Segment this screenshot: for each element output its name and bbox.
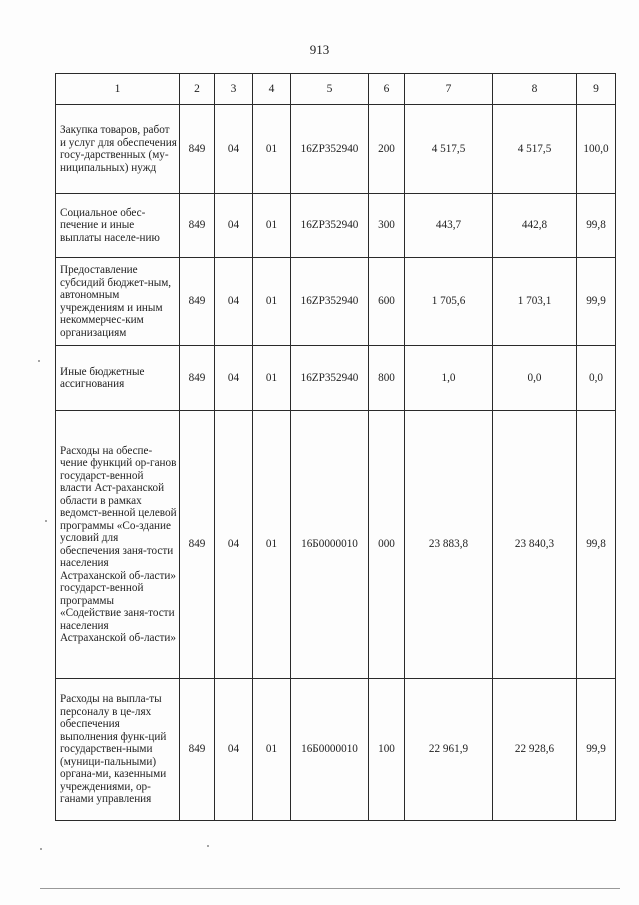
cell-target: 16ZP352940: [291, 346, 369, 411]
cell-target: 16Б0000010: [291, 411, 369, 679]
cell-type: 100: [369, 679, 405, 821]
cell-name: Социальное обес-печение и иные выплаты населе-нию: [56, 194, 180, 258]
cell-subsection: 01: [253, 346, 291, 411]
header-col-5: 5: [291, 74, 369, 105]
cell-name: Закупка товаров, работ и услуг для обеспечения госу-дарственных (му-ниципальных) нужд: [56, 105, 180, 194]
cell-section: 04: [215, 679, 253, 821]
cell-plan: 23 883,8: [405, 411, 493, 679]
table-row: [56, 679, 616, 821]
table-row: [56, 105, 616, 194]
cell-plan: 4 517,5: [405, 105, 493, 194]
cell-section: 04: [215, 258, 253, 346]
cell-section: 04: [215, 194, 253, 258]
header-col-6: 6: [369, 74, 405, 105]
cell-code: 849: [180, 194, 215, 258]
cell-name: Расходы на выпла-ты персоналу в це-лях обеспечения выполнения функ-ций государствен-ными (муници-пальными) органа-ми, казенными учреждениями, ор-ганами управления: [56, 679, 180, 821]
header-col-7: 7: [405, 74, 493, 105]
cell-percent: 99,9: [577, 679, 616, 821]
header-col-4: 4: [253, 74, 291, 105]
cell-name: Иные бюджетные ассигнования: [56, 346, 180, 411]
scan-speck: [45, 520, 47, 522]
cell-type: 300: [369, 194, 405, 258]
cell-subsection: 01: [253, 411, 291, 679]
cell-actual: 23 840,3: [493, 411, 577, 679]
table-row: [56, 346, 616, 411]
header-col-1: 1: [56, 74, 180, 105]
table-row: [56, 194, 616, 258]
cell-section: 04: [215, 105, 253, 194]
cell-type: 600: [369, 258, 405, 346]
cell-subsection: 01: [253, 679, 291, 821]
cell-actual: 1 703,1: [493, 258, 577, 346]
cell-code: 849: [180, 258, 215, 346]
cell-target: 16ZP352940: [291, 105, 369, 194]
cell-type: 800: [369, 346, 405, 411]
cell-actual: 0,0: [493, 346, 577, 411]
cell-subsection: 01: [253, 105, 291, 194]
scan-speck: [207, 845, 209, 847]
cell-subsection: 01: [253, 194, 291, 258]
cell-percent: 99,9: [577, 258, 616, 346]
header-col-9: 9: [577, 74, 616, 105]
header-col-2: 2: [180, 74, 215, 105]
cell-name: Расходы на обеспе-чение функций ор-ганов государст-венной власти Аст-раханской области в рамках ведомст-венной целевой программы «Со-здание условий для обеспечения заня-тости населения Астраханской об-ласти» государст-венной программы «Содействие заня-тости населения Астраханской об-ласти»: [56, 411, 180, 679]
cell-section: 04: [215, 411, 253, 679]
scan-speck: [38, 360, 40, 362]
cell-section: 04: [215, 346, 253, 411]
cell-actual: 442,8: [493, 194, 577, 258]
cell-plan: 443,7: [405, 194, 493, 258]
header-col-8: 8: [493, 74, 577, 105]
budget-table: [55, 73, 616, 821]
header-col-3: 3: [215, 74, 253, 105]
cell-type: 200: [369, 105, 405, 194]
cell-target: 16Б0000010: [291, 679, 369, 821]
cell-code: 849: [180, 105, 215, 194]
cell-plan: 22 961,9: [405, 679, 493, 821]
scan-edge-line: [40, 888, 620, 889]
table-row: [56, 411, 616, 679]
cell-type: 000: [369, 411, 405, 679]
cell-actual: 4 517,5: [493, 105, 577, 194]
cell-subsection: 01: [253, 258, 291, 346]
cell-name: Предоставление субсидий бюджет-ным, автономным учреждениям и иным некоммерчес-ким организациям: [56, 258, 180, 346]
cell-percent: 99,8: [577, 411, 616, 679]
cell-target: 16ZP352940: [291, 258, 369, 346]
cell-percent: 0,0: [577, 346, 616, 411]
scan-speck: [40, 848, 42, 850]
cell-code: 849: [180, 346, 215, 411]
cell-percent: 99,8: [577, 194, 616, 258]
cell-plan: 1,0: [405, 346, 493, 411]
cell-code: 849: [180, 411, 215, 679]
cell-plan: 1 705,6: [405, 258, 493, 346]
cell-target: 16ZP352940: [291, 194, 369, 258]
page-number: 913: [309, 42, 330, 57]
cell-percent: 100,0: [577, 105, 616, 194]
header-row: [56, 74, 616, 105]
cell-code: 849: [180, 679, 215, 821]
table-row: [56, 258, 616, 346]
cell-actual: 22 928,6: [493, 679, 577, 821]
